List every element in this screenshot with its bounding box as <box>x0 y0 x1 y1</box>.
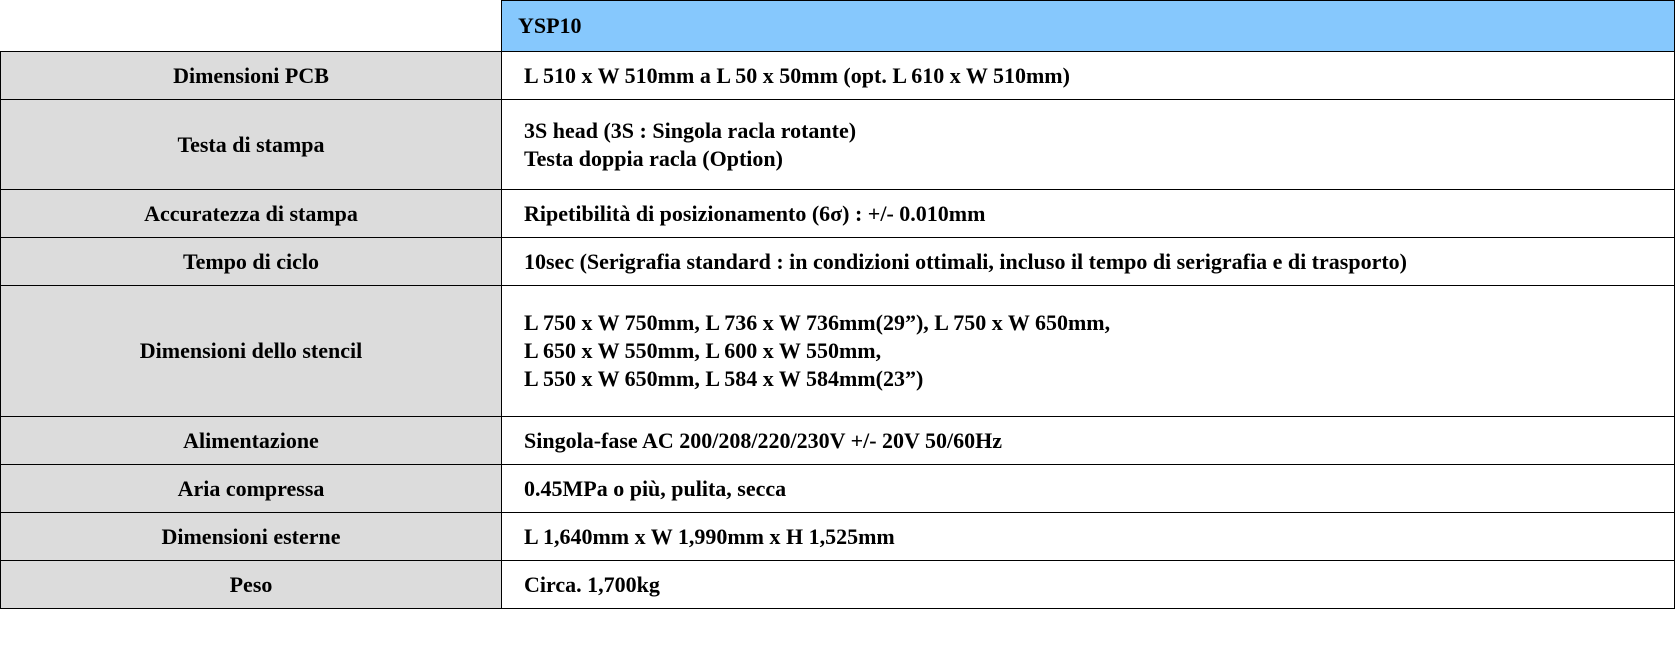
spec-value-line: 10sec (Serigrafia standard : in condizioni ottimali, incluso il tempo di serigrafia e di trasporto) <box>524 248 1407 274</box>
spec-label: Testa di stampa <box>1 100 502 190</box>
spec-value <box>502 513 1675 561</box>
spec-value <box>502 190 1675 238</box>
spec-value-line: 0.45MPa o più, pulita, secca <box>524 475 787 501</box>
spec-value-line: Ripetibilità di posizionamento (6σ) : +/- 0.010mm <box>524 200 986 226</box>
spec-value-line: Circa. 1,700kg <box>524 571 660 597</box>
spec-label: Alimentazione <box>1 417 502 465</box>
spec-row-external-dimensions <box>1 513 1675 561</box>
spec-value <box>502 417 1675 465</box>
header-row <box>1 1 1675 52</box>
spec-row-weight <box>1 561 1675 609</box>
spec-value-line: 3S head (3S : Singola racla rotante) <box>524 117 857 143</box>
spec-row-print-accuracy <box>1 190 1675 238</box>
spec-value <box>502 238 1675 286</box>
spec-value <box>502 561 1675 609</box>
spec-label: Peso <box>1 561 502 609</box>
spec-label: Dimensioni dello stencil <box>1 286 502 417</box>
spec-value-line: Singola-fase AC 200/208/220/230V +/- 20V 50/60Hz <box>524 427 1003 453</box>
spec-value <box>502 100 1675 190</box>
spec-row-compressed-air <box>1 465 1675 513</box>
spec-value-line: L 510 x W 510mm a L 50 x 50mm (opt. L 610 x W 510mm) <box>524 62 1070 88</box>
spec-row-cycle-time <box>1 238 1675 286</box>
spec-value-line: L 750 x W 750mm, L 736 x W 736mm(29”), L 750 x W 650mm, <box>524 310 1111 335</box>
spec-label: Dimensioni esterne <box>1 513 502 561</box>
spec-row-power-supply <box>1 417 1675 465</box>
spec-row-print-head <box>1 100 1675 190</box>
spec-value <box>502 52 1675 100</box>
spec-label: Tempo di ciclo <box>1 238 502 286</box>
spec-value <box>502 465 1675 513</box>
spec-label: Dimensioni PCB <box>1 52 502 100</box>
header-corner-cell <box>1 1 502 52</box>
spec-label: Aria compressa <box>1 465 502 513</box>
spec-value-line: Testa doppia racla (Option) <box>524 145 783 171</box>
spec-value-line: L 1,640mm x W 1,990mm x H 1,525mm <box>524 523 895 549</box>
spec-value <box>502 286 1675 417</box>
spec-value-line: L 650 x W 550mm, L 600 x W 550mm, <box>524 338 882 363</box>
spec-row-pcb-dimensions <box>1 52 1675 100</box>
spec-label: Accuratezza di stampa <box>1 190 502 238</box>
spec-value-line: L 550 x W 650mm, L 584 x W 584mm(23”) <box>524 366 924 391</box>
model-header-cell: YSP10 <box>502 1 1675 52</box>
spec-row-stencil-dimensions <box>1 286 1675 417</box>
